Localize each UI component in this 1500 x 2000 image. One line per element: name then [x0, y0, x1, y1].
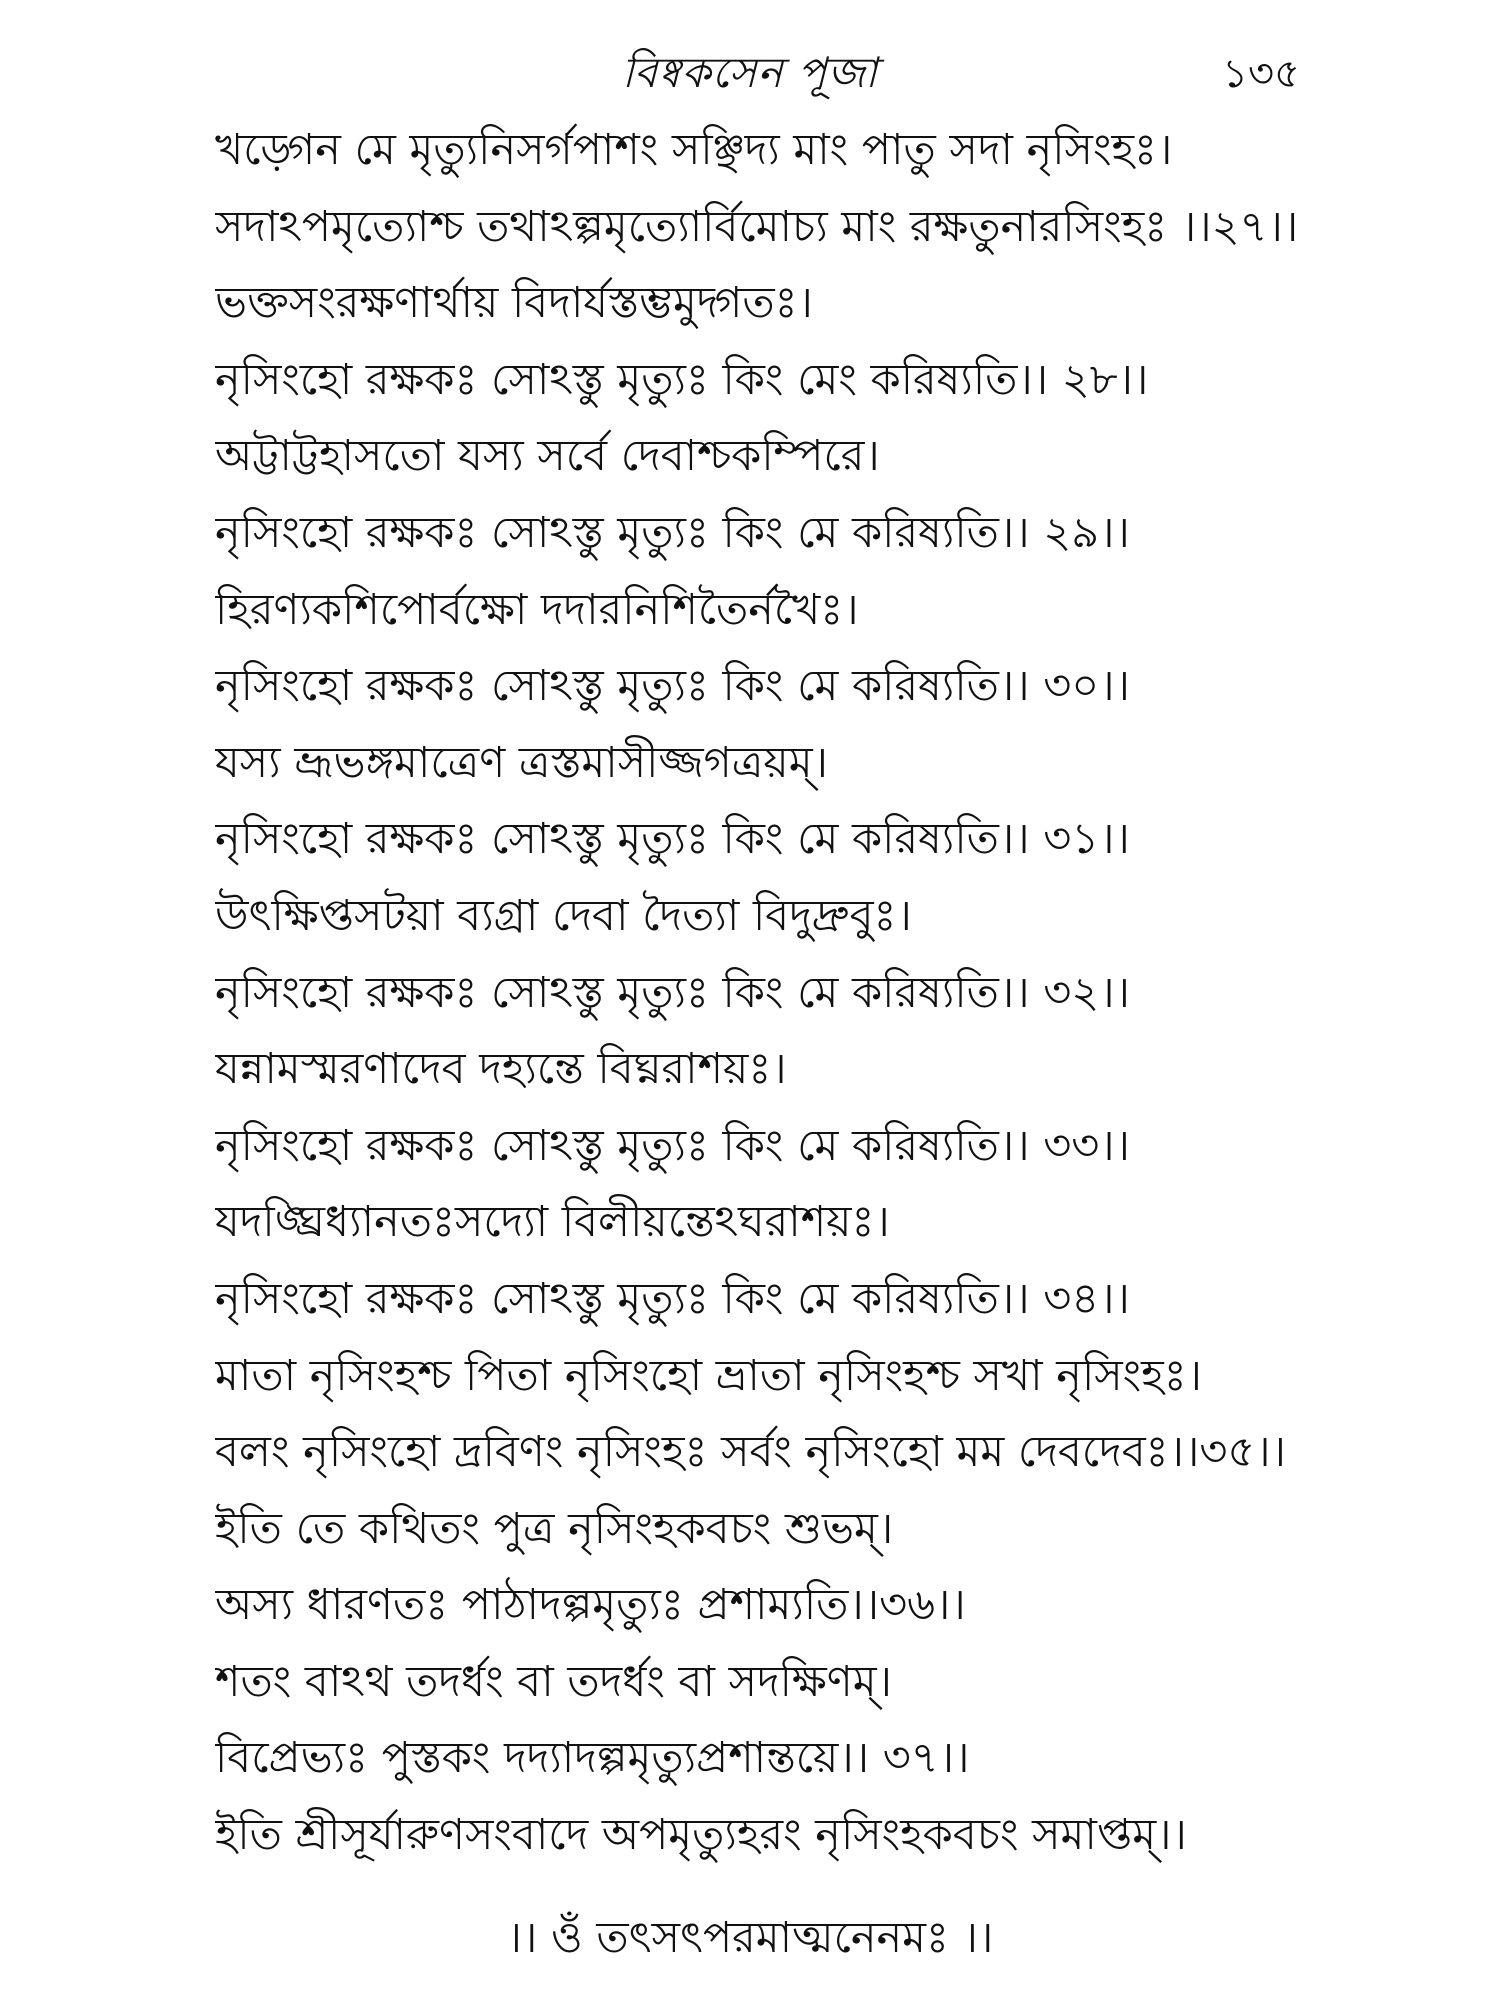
- verse-line: নৃসিংহো রক্ষকঃ সোঽস্তু মৃত্যুঃ কিং মে করিষ্যতি।। ৩২।।: [215, 967, 1130, 1018]
- verse-line: সদাঽপমৃত্যোশ্চ তথাঽল্পমৃত্যোর্বিমোচ্য মাং রক্ষতুনারসিংহঃ ।।২৭।।: [215, 201, 1299, 252]
- verse-line: ভক্তসংরক্ষণার্থায় বিদার্যস্তম্ভমুদ্গতঃ।: [215, 278, 813, 329]
- verse-line: নৃসিংহো রক্ষকঃ সোঽস্তু মৃত্যুঃ কিং মে করিষ্যতি।। ৩১।।: [215, 814, 1130, 865]
- verse-line: নৃসিংহো রক্ষকঃ সোঽস্তু মৃত্যুঃ কিং মে করিষ্যতি।। ৩৩।।: [215, 1120, 1130, 1171]
- verse-line: যদঙ্ঘ্রিধ্যানতঃসদ্যো বিলীয়ন্তেঽঘরাশয়ঃ।: [215, 1197, 890, 1248]
- running-title: বিষ্বকসেন পূজা: [621, 48, 879, 97]
- page-number: ১৩৫: [1222, 51, 1300, 97]
- verse-line: নৃসিংহো রক্ষকঃ সোঽস্তু মৃত্যুঃ কিং মে করিষ্যতি।। ৩০।।: [215, 661, 1130, 712]
- verse-line: হিরণ্যকশিপোর্বক্ষো দদারনিশিতৈর্নখৈঃ।: [215, 584, 859, 635]
- verse-line: ইতি তে কথিতং পুত্র নৃসিংহকবচং শুভম্।: [215, 1503, 894, 1554]
- verse-line: নৃসিংহো রক্ষকঃ সোঽস্তু মৃত্যুঃ কিং মে করিষ্যতি।। ৩৪।।: [215, 1273, 1130, 1324]
- verse-line: বিপ্রেভ্যঃ পুস্তকং দদ্যাদল্পমৃত্যুপ্রশান্তয়ে।। ৩৭।।: [215, 1733, 970, 1784]
- verse-line: নৃসিংহো রক্ষকঃ সোঽস্তু মৃত্যুঃ কিং মে করিষ্যতি।। ২৯।।: [215, 507, 1130, 558]
- verse-line: অট্টাট্টহাসতো যস্য সর্বে দেবাশ্চকম্পিরে।: [215, 431, 880, 482]
- verse-line: বলং নৃসিংহো দ্রবিণং নৃসিংহঃ সর্বং নৃসিংহো মম দেবদেবঃ।।৩৫।।: [215, 1427, 1286, 1478]
- verse-line: মাতা নৃসিংহশ্চ পিতা নৃসিংহো ভ্রাতা নৃসিংহশ্চ সখা নৃসিংহঃ।: [215, 1350, 1203, 1401]
- verse-line: ইতি শ্রীসূর্যারুণসংবাদে অপমৃত্যুহরং নৃসিংহকবচং সমাপ্তম্।।: [215, 1810, 1187, 1861]
- verse-line: নৃসিংহো রক্ষকঃ সোঽস্তু মৃত্যুঃ কিং মেং করিষ্যতি।। ২৮।।: [215, 354, 1149, 405]
- verse-line: শতং বাঽথ তদর্ধং বা তদর্ধং বা সদক্ষিণম্।: [215, 1656, 892, 1707]
- verse-line: খড়্গেন মে মৃত্যুনিসর্গপাশং সঞ্ছিদ্য মাং পাতু সদা নৃসিংহঃ।: [215, 125, 1173, 175]
- verse-line: অস্য ধারণতঃ পাঠাদল্পমৃত্যুঃ প্রশাম্যতি।।৩৬।।: [215, 1580, 966, 1631]
- closing-invocation: ।। ওঁ তৎসৎপরমাত্মনেনমঃ ।।: [506, 1913, 994, 1963]
- verse-line: উৎক্ষিপ্তসটয়া ব্যগ্রা দেবা দৈত্যা বিদুদ্রুবুঃ।: [215, 890, 912, 941]
- verse-line: যস্য ভ্রূভঙ্গমাত্রেণ ত্রস্তমাসীজ্জগত্রয়ম্।: [215, 737, 828, 788]
- verse-line: যন্নামস্মরণাদেব দহ্যন্তে বিঘ্নরাশয়ঃ।: [215, 1044, 787, 1095]
- page-header: [0, 36, 1500, 106]
- verse-text-block: [215, 112, 1355, 1874]
